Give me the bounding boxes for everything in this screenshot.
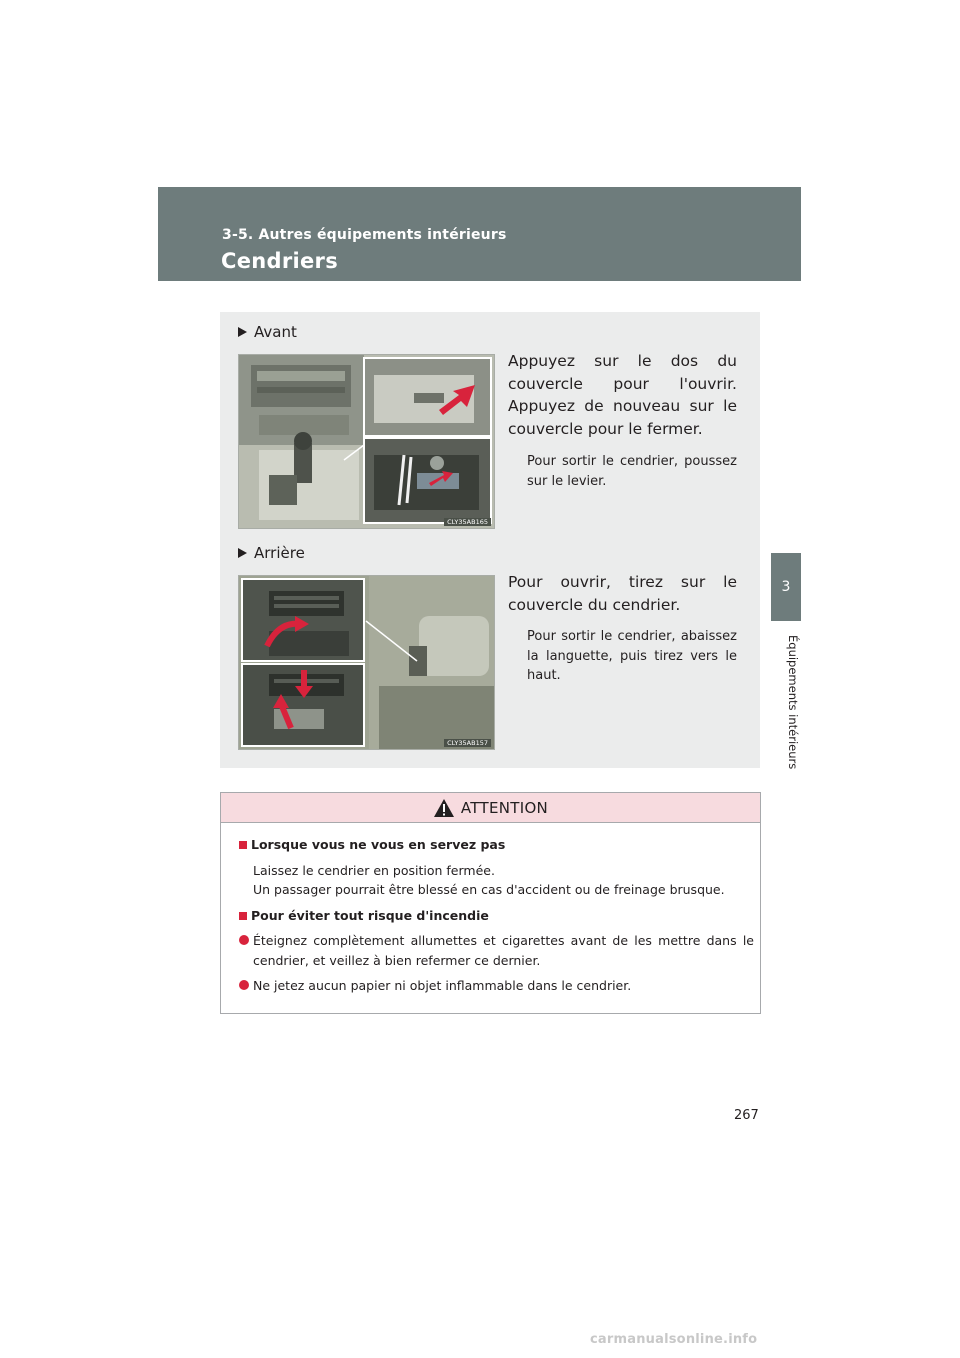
front-console-illustration (239, 355, 494, 528)
rear-console-illustration (239, 576, 494, 749)
rear-heading: Arrière (238, 544, 305, 562)
square-bullet-icon (239, 841, 247, 849)
triangle-bullet-icon (238, 548, 247, 558)
warning-triangle-icon (433, 798, 455, 818)
warning-item1-line2: Un passager pourrait être blessé en cas d'accident ou de freinage brusque. (253, 882, 725, 897)
rear-photo-code: CLY35AB157 (444, 739, 491, 747)
rear-instruction: Pour ouvrir, tirez sur le couvercle du cendrier. (508, 573, 737, 614)
square-bullet-icon (239, 912, 247, 920)
front-ashtray-photo (238, 354, 495, 529)
section-label: 3-5. Autres équipements intérieurs (222, 227, 507, 243)
front-instruction: Appuyez sur le dos du couvercle pour l'ouvrir. Appuyez de nouveau sur le couvercle pour le fermer. (508, 352, 737, 438)
warning-box (220, 792, 761, 1014)
round-bullet-icon (239, 980, 249, 990)
front-photo-code: CLY35AB165 (444, 518, 491, 526)
warning-bullet2: Ne jetez aucun papier ni objet inflammable dans le cendrier. (239, 976, 754, 996)
chapter-tab (771, 553, 801, 621)
warning-item1-heading: Lorsque vous ne vous en servez pas (239, 837, 505, 852)
chapter-number: 3 (781, 579, 791, 595)
warning-title: ATTENTION (460, 798, 549, 817)
rear-ashtray-photo (238, 575, 495, 750)
warning-header (221, 793, 760, 823)
warning-item2-heading: Pour éviter tout risque d'incendie (239, 908, 489, 923)
page-title: Cendriers (221, 249, 338, 273)
triangle-bullet-icon (238, 327, 247, 337)
front-heading: Avant (238, 323, 297, 341)
chapter-label: Équipements intérieurs (786, 635, 800, 770)
rear-subinstruction: Pour sortir le cendrier, abaissez la languette, puis tirez vers le haut. (527, 629, 737, 683)
warning-item1-line1: Laissez le cendrier en position fermée. (253, 863, 495, 878)
front-subinstruction: Pour sortir le cendrier, poussez sur le levier. (527, 454, 737, 489)
footer-watermark: carmanualsonline.info (590, 1332, 758, 1347)
warning-bullet1: Éteignez complètement allumettes et cigarettes avant de les mettre dans le cendrier, et veillez à bien refermer ce dernier. (239, 931, 754, 970)
round-bullet-icon (239, 935, 249, 945)
page-number: 267 (734, 1108, 759, 1123)
